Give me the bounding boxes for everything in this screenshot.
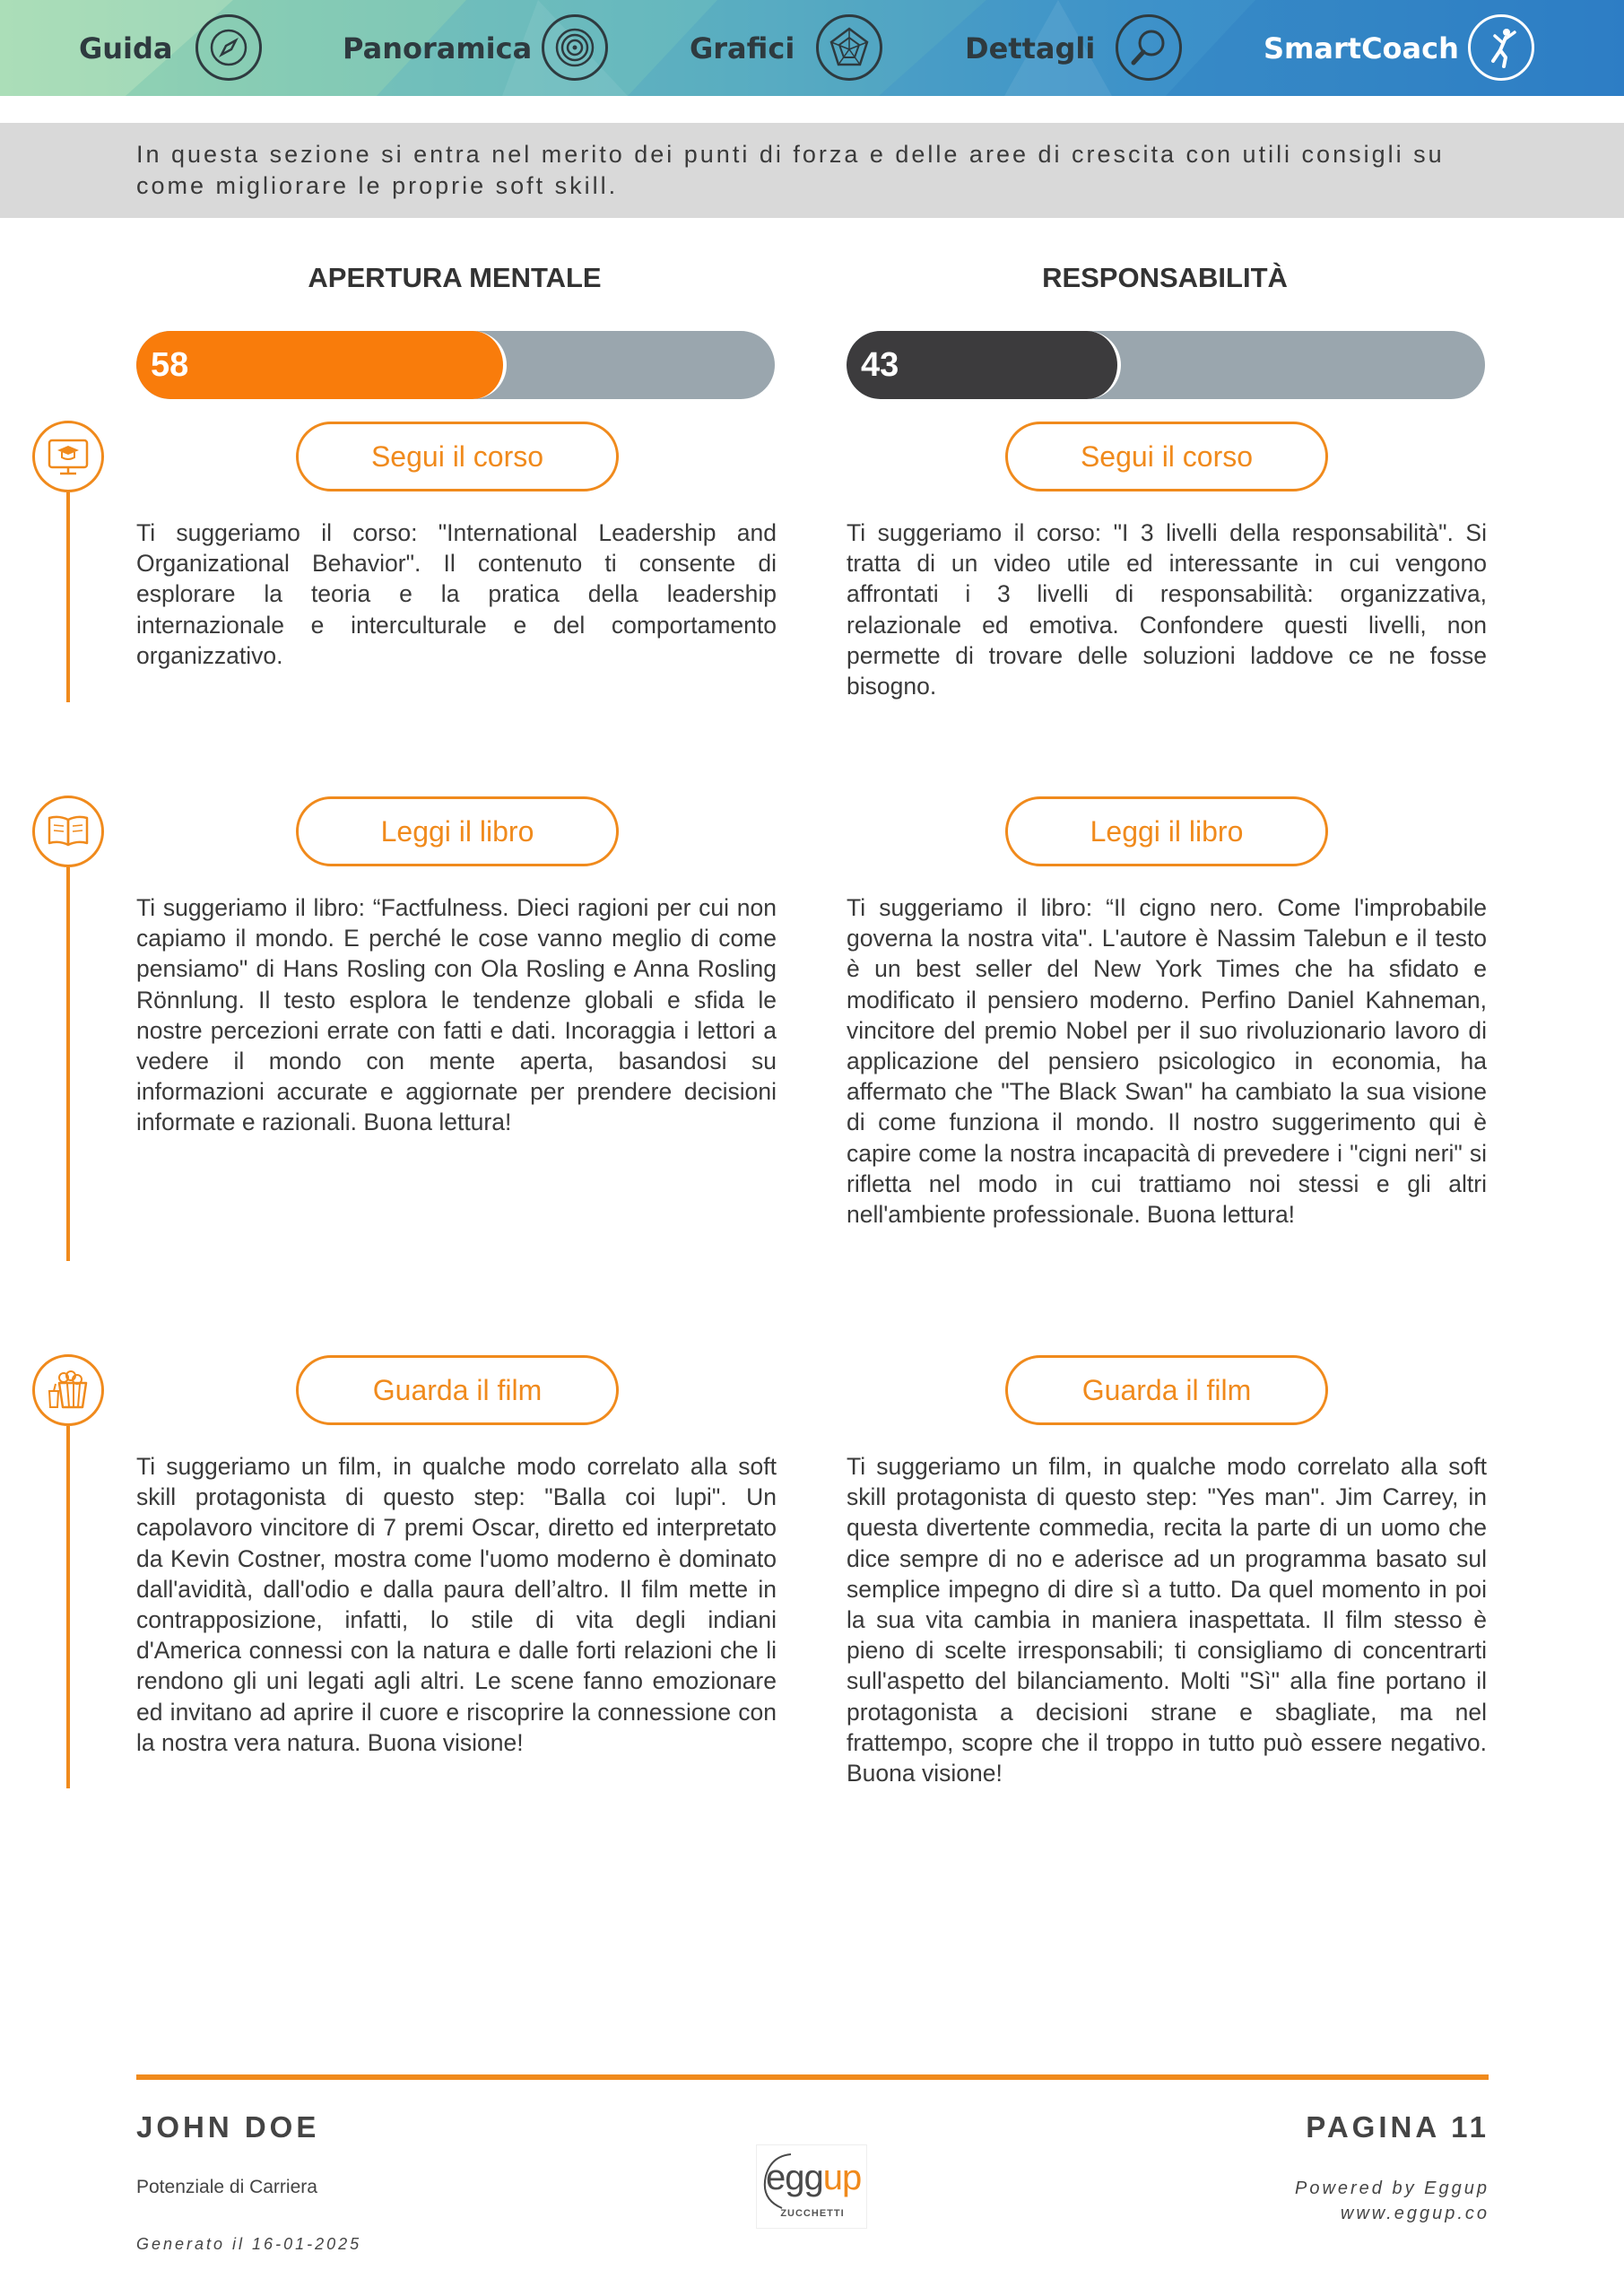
- nav-item-guida[interactable]: [79, 0, 173, 96]
- timeline-line-course: [66, 492, 70, 702]
- footer-generated-date: Generato il 16-01-2025: [136, 2235, 362, 2253]
- course-text-left: Ti suggeriamo il corso: "International Leadership and Organizational Behavior". Il contenuto ti consente di esplorare la teoria e la pratica della leadership internazionale e interculturale e del comportamento organizzativo.: [136, 519, 777, 669]
- eggup-logo: [756, 2144, 867, 2229]
- logo-word-egg: egg: [766, 2158, 823, 2197]
- watch-film-button-left[interactable]: Guarda il film: [296, 1355, 619, 1425]
- course-text-right: Ti suggeriamo il corso: "I 3 livelli della responsabilità". Si tratta di un video utile ed interessante in cui vengono affrontati i 3 livelli di responsabilità: organizzativa, relazionale ed emotiva. Confondere questi livelli, non permette di trovare delle soluzioni laddove ce ne fosse bisogno.: [847, 519, 1487, 700]
- nav-label-smartcoach[interactable]: SmartCoach: [1264, 30, 1459, 65]
- nav-label-dettagli[interactable]: Dettagli: [965, 30, 1096, 65]
- intro-text: In questa sezione si entra nel merito dei punti di forza e delle aree di crescita con utili consigli su come migliorare le proprie soft skill.: [136, 141, 1445, 199]
- open-book-icon: [32, 796, 104, 867]
- top-navigation: [0, 0, 1624, 96]
- skill-title-right: RESPONSABILITÀ: [1042, 262, 1288, 293]
- nav-label-panoramica[interactable]: Panoramica: [343, 30, 533, 65]
- watch-film-button-right[interactable]: Guarda il film: [1005, 1355, 1328, 1425]
- follow-course-button-right[interactable]: Segui il corso: [1005, 422, 1328, 491]
- score-bar-right: [847, 331, 1485, 399]
- nav-item-dettagli[interactable]: [965, 0, 1095, 96]
- footer-powered-by: [1295, 2176, 1489, 2226]
- compass-icon[interactable]: [195, 14, 262, 81]
- magnifier-icon[interactable]: [1116, 14, 1182, 81]
- footer-report-name: Potenziale di Carriera: [136, 2177, 317, 2197]
- read-book-button-right[interactable]: Leggi il libro: [1005, 796, 1328, 866]
- logo-word-up: up: [822, 2158, 862, 2197]
- nav-label-guida[interactable]: Guida: [79, 30, 173, 65]
- nav-item-smartcoach[interactable]: [1264, 0, 1459, 96]
- stretching-person-icon[interactable]: [1468, 14, 1534, 81]
- film-text-right: Ti suggeriamo un film, in qualche modo correlato alla soft skill protagonista di questo step: "Yes man". Jim Carrey, in questa divertente commedia, recita la parte di un uomo che dice sempre di no e aderisce ad un programma basato sul semplice impegno di dire sì a tutto. Da quel momento in poi la sua vita cambia in maniera inaspettata. Il film stesso è pieno di scelte irresponsabili; ti consigliamo di concentrarti sull'aspetto del bilanciamento. Molti "Sì" alla fine portano il protagonista a decisioni strane e sbagliate, ma nel frattempo, scopre che il troppo in tutto può essere negativo. Buona visione!: [847, 1453, 1487, 1787]
- score-value-right: 43: [861, 346, 899, 384]
- spiral-target-icon[interactable]: [542, 14, 608, 81]
- powered-by-text: Powered by Eggup: [1294, 2179, 1489, 2198]
- film-text-left: Ti suggeriamo un film, in qualche modo correlato alla soft skill protagonista di questo step: "Balla coi lupi". Un capolavoro vincitore di 7 premi Oscar, diretto ed interpretato da Kevin Costner, mostra come l'uomo moderno è dominato dall'avidità, dall'odio e dalla paura dell’altro. Il film mette in contrapposizione, infatti, lo stile di vita degli indiani d'America connessi con la natura e dalle forti relazioni che li rendono gli uni legati agli altri. Le scene fanno emozionare ed invitano ad aprire il cuore e riscoprire la connessione con la nostra vera natura. Buona visione!: [136, 1453, 777, 1756]
- nav-item-panoramica[interactable]: [343, 0, 532, 96]
- footer-user-name: JOHN DOE: [136, 2110, 320, 2144]
- score-bar-fill-right: [847, 331, 1121, 399]
- score-bar-left: [136, 331, 775, 399]
- footer-rule: [136, 2074, 1489, 2080]
- popcorn-icon: [32, 1354, 104, 1426]
- radar-chart-icon[interactable]: [816, 14, 882, 81]
- book-text-left: Ti suggeriamo il libro: “Factfulness. Dieci ragioni per cui non capiamo il mondo. E perché le cose vanno meglio di come pensiamo" di Hans Rosling con Ola Rosling e Anna Rosling Rönnlung. Il testo esplora le tendenze globali e sfida le nostre percezioni errate con fatti e dati. Incoraggia i lettori a vedere il mondo con mente aperta, basandosi su informazioni accurate e aggiornate per prendere decisioni informate e razionali. Buona lettura!: [136, 894, 777, 1136]
- follow-course-button-left[interactable]: Segui il corso: [296, 422, 619, 491]
- logo-subtitle: ZUCCHETTI: [780, 2208, 845, 2219]
- footer-page-number: PAGINA 11: [1306, 2110, 1489, 2144]
- website-link[interactable]: www.eggup.co: [1340, 2204, 1489, 2223]
- logo-wordmark: [766, 2158, 861, 2198]
- online-course-icon: [32, 421, 104, 492]
- intro-band: [0, 123, 1624, 218]
- read-book-button-left[interactable]: Leggi il libro: [296, 796, 619, 866]
- score-bar-fill-left: [136, 331, 507, 399]
- score-value-left: 58: [151, 346, 189, 384]
- nav-item-grafici[interactable]: [690, 0, 795, 96]
- timeline-line-film: [66, 1426, 70, 1788]
- nav-label-grafici[interactable]: Grafici: [690, 30, 795, 65]
- timeline-line-book: [66, 867, 70, 1261]
- book-text-right: Ti suggeriamo il libro: “Il cigno nero. Come l'improbabile governa la nostra vita". L'autore è Nassim Talebun e il testo è un best seller del New York Times che ha sfidato e modificato il pensiero moderno. Perfino Daniel Kahneman, vincitore del premio Nobel per il suo rivoluzionario lavoro di applicazione del pensiero psicologico in economia, ha affermato che "The Black Swan" ha cambiato la sua visione di come funziona il mondo. Il nostro suggerimento qui è capire come la nostra incapacità di prevedere i "cigni neri" si rifletta nel modo in cui trattiamo noi stessi e gli altri nell'ambiente professionale. Buona lettura!: [847, 894, 1487, 1229]
- skill-title-left: APERTURA MENTALE: [308, 262, 602, 293]
